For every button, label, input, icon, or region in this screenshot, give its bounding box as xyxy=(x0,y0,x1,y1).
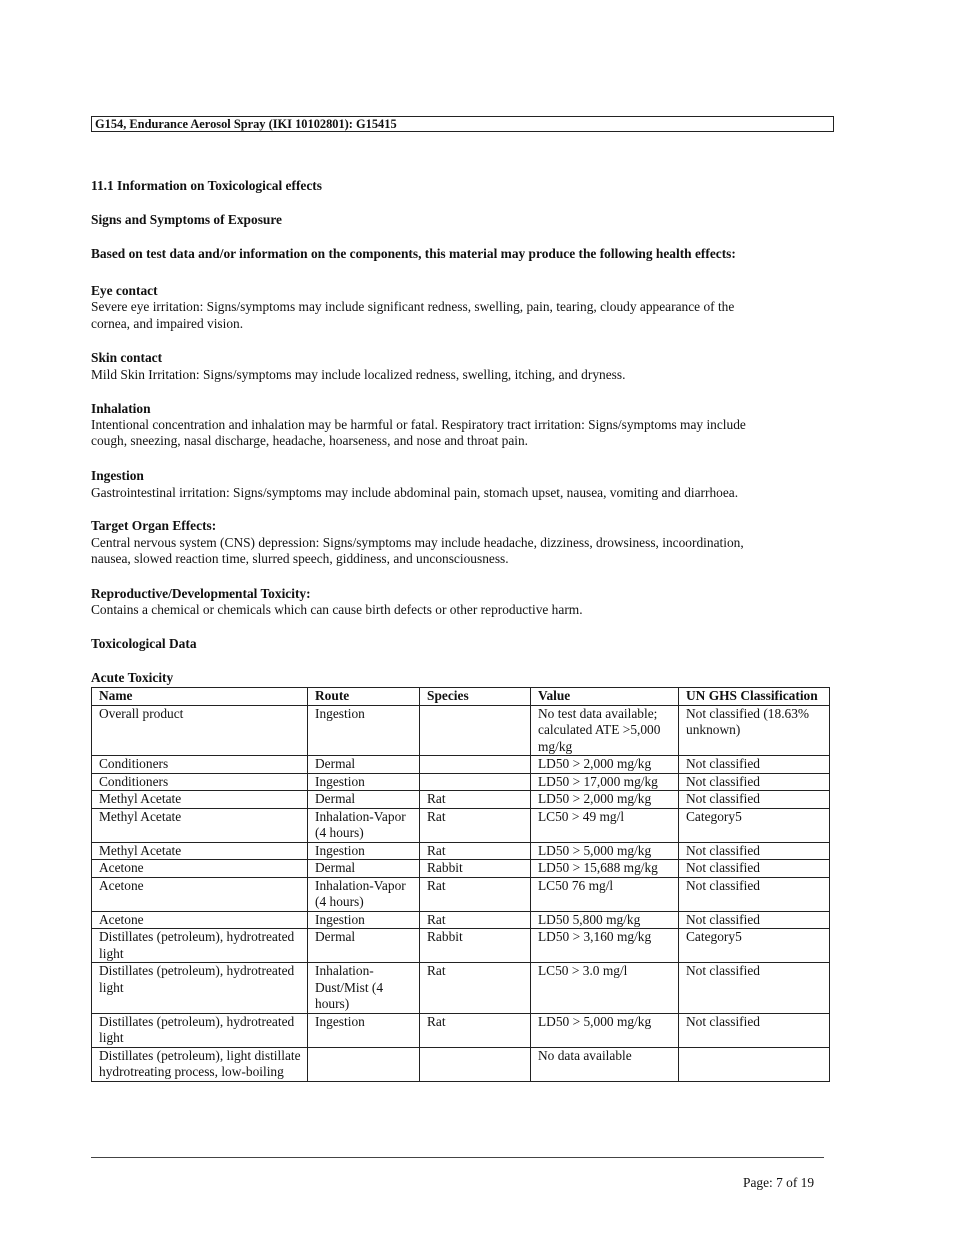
cell-name: Methyl Acetate xyxy=(92,808,308,842)
cell-classification: Not classified xyxy=(679,1013,830,1047)
ingestion-text: Gastrointestinal irritation: Signs/symptoms may include abdominal pain, stomach upset, nausea, vomiting and diarrhoea. xyxy=(91,485,739,500)
eye-contact-heading: Eye contact xyxy=(91,283,158,298)
cell-value: LD50 > 2,000 mg/kg xyxy=(531,791,679,809)
acute-toxicity-heading: Acute Toxicity xyxy=(91,670,174,685)
cell-route xyxy=(308,1047,420,1081)
cell-classification: Not classified xyxy=(679,791,830,809)
section-title: 11.1 Information on Toxicological effects xyxy=(91,178,322,193)
document-header: G154, Endurance Aerosol Spray (IKI 10102801): G15415 xyxy=(91,116,834,132)
reproductive-heading: Reproductive/Developmental Toxicity: xyxy=(91,586,311,601)
cell-route: Inhalation-Dust/Mist (4 hours) xyxy=(308,963,420,1014)
table-row xyxy=(92,1013,830,1047)
cell-species: Rat xyxy=(420,791,531,809)
table-row xyxy=(92,791,830,809)
cell-classification: Category5 xyxy=(679,929,830,963)
toxicological-data-heading: Toxicological Data xyxy=(91,636,197,651)
ingestion-heading: Ingestion xyxy=(91,468,144,483)
cell-value: LD50 > 5,000 mg/kg xyxy=(531,1013,679,1047)
cell-species xyxy=(420,756,531,774)
target-organ-heading: Target Organ Effects: xyxy=(91,518,217,533)
cell-name: Acetone xyxy=(92,911,308,929)
acute-toxicity-table xyxy=(91,687,830,1082)
cell-route: Ingestion xyxy=(308,842,420,860)
cell-classification: Not classified xyxy=(679,842,830,860)
inhalation-text-line2: cough, sneezing, nasal discharge, headache, hoarseness, and nose and throat pain. xyxy=(91,433,529,448)
cell-species xyxy=(420,705,531,756)
cell-value: LD50 > 5,000 mg/kg xyxy=(531,842,679,860)
skin-contact-text: Mild Skin Irritation: Signs/symptoms may include localized redness, swelling, itching, and dryness. xyxy=(91,367,626,382)
column-header-name: Name xyxy=(92,688,308,706)
cell-species xyxy=(420,1047,531,1081)
cell-species: Rabbit xyxy=(420,860,531,878)
table-row xyxy=(92,842,830,860)
table-row xyxy=(92,773,830,791)
cell-value: No data available xyxy=(531,1047,679,1081)
column-header-species: Species xyxy=(420,688,531,706)
cell-value: LD50 5,800 mg/kg xyxy=(531,911,679,929)
table-row xyxy=(92,1047,830,1081)
cell-route: Ingestion xyxy=(308,911,420,929)
cell-name: Acetone xyxy=(92,860,308,878)
cell-species: Rat xyxy=(420,911,531,929)
cell-route: Inhalation-Vapor (4 hours) xyxy=(308,877,420,911)
cell-name: Distillates (petroleum), hydrotreated light xyxy=(92,1013,308,1047)
cell-route: Ingestion xyxy=(308,705,420,756)
table-header-row xyxy=(92,688,830,706)
cell-value: LC50 > 3.0 mg/l xyxy=(531,963,679,1014)
cell-classification xyxy=(679,1047,830,1081)
cell-classification: Not classified xyxy=(679,773,830,791)
cell-name: Distillates (petroleum), hydrotreated light xyxy=(92,963,308,1014)
cell-route: Inhalation-Vapor (4 hours) xyxy=(308,808,420,842)
cell-route: Dermal xyxy=(308,791,420,809)
cell-classification: Not classified xyxy=(679,911,830,929)
cell-name: Methyl Acetate xyxy=(92,842,308,860)
cell-classification: Not classified xyxy=(679,963,830,1014)
table-row xyxy=(92,877,830,911)
cell-route: Dermal xyxy=(308,860,420,878)
cell-classification: Not classified xyxy=(679,860,830,878)
cell-name: Distillates (petroleum), light distillate hydrotreating process, low-boiling xyxy=(92,1047,308,1081)
cell-value: LC50 > 49 mg/l xyxy=(531,808,679,842)
cell-route: Ingestion xyxy=(308,1013,420,1047)
table-row xyxy=(92,911,830,929)
eye-contact-text-line1: Severe eye irritation: Signs/symptoms may include significant redness, swelling, pain, tearing, cloudy appearance of the xyxy=(91,299,735,314)
cell-species: Rat xyxy=(420,1013,531,1047)
cell-classification: Not classified (18.63% unknown) xyxy=(679,705,830,756)
cell-name: Distillates (petroleum), hydrotreated light xyxy=(92,929,308,963)
cell-species: Rat xyxy=(420,808,531,842)
table-row xyxy=(92,860,830,878)
target-organ-text-line2: nausea, slowed reaction time, slurred speech, giddiness, and unconsciousness. xyxy=(91,551,509,566)
cell-route: Ingestion xyxy=(308,773,420,791)
cell-name: Overall product xyxy=(92,705,308,756)
cell-route: Dermal xyxy=(308,756,420,774)
cell-name: Conditioners xyxy=(92,773,308,791)
health-effects-intro: Based on test data and/or information on the components, this material may produce the following health effects: xyxy=(91,246,736,261)
cell-name: Methyl Acetate xyxy=(92,791,308,809)
cell-name: Acetone xyxy=(92,877,308,911)
cell-value: LD50 > 2,000 mg/kg xyxy=(531,756,679,774)
cell-value: LD50 > 17,000 mg/kg xyxy=(531,773,679,791)
skin-contact-heading: Skin contact xyxy=(91,350,163,365)
signs-heading: Signs and Symptoms of Exposure xyxy=(91,212,282,227)
cell-species xyxy=(420,773,531,791)
cell-name: Conditioners xyxy=(92,756,308,774)
table-row xyxy=(92,963,830,1014)
cell-value: LC50 76 mg/l xyxy=(531,877,679,911)
table-row xyxy=(92,756,830,774)
table-row xyxy=(92,929,830,963)
column-header-value: Value xyxy=(531,688,679,706)
page-number: Page: 7 of 19 xyxy=(743,1175,815,1190)
cell-value: LD50 > 15,688 mg/kg xyxy=(531,860,679,878)
cell-species: Rat xyxy=(420,842,531,860)
table-row xyxy=(92,808,830,842)
cell-species: Rat xyxy=(420,877,531,911)
column-header-route: Route xyxy=(308,688,420,706)
cell-classification: Not classified xyxy=(679,756,830,774)
eye-contact-text-line2: cornea, and impaired vision. xyxy=(91,316,244,331)
inhalation-text-line1: Intentional concentration and inhalation may be harmful or fatal. Respiratory tract irritation: Signs/symptoms may include xyxy=(91,417,746,432)
cell-value: LD50 > 3,160 mg/kg xyxy=(531,929,679,963)
target-organ-text-line1: Central nervous system (CNS) depression: Signs/symptoms may include headache, dizziness, drowsiness, incoordination, xyxy=(91,535,744,550)
footer-divider xyxy=(91,1157,824,1158)
cell-value: No test data available; calculated ATE >5,000 mg/kg xyxy=(531,705,679,756)
cell-route: Dermal xyxy=(308,929,420,963)
column-header-classification: UN GHS Classification xyxy=(679,688,830,706)
cell-classification: Category5 xyxy=(679,808,830,842)
inhalation-heading: Inhalation xyxy=(91,401,151,416)
reproductive-text: Contains a chemical or chemicals which can cause birth defects or other reproductive harm. xyxy=(91,602,583,617)
cell-species: Rabbit xyxy=(420,929,531,963)
table-row xyxy=(92,705,830,756)
cell-species: Rat xyxy=(420,963,531,1014)
cell-classification: Not classified xyxy=(679,877,830,911)
